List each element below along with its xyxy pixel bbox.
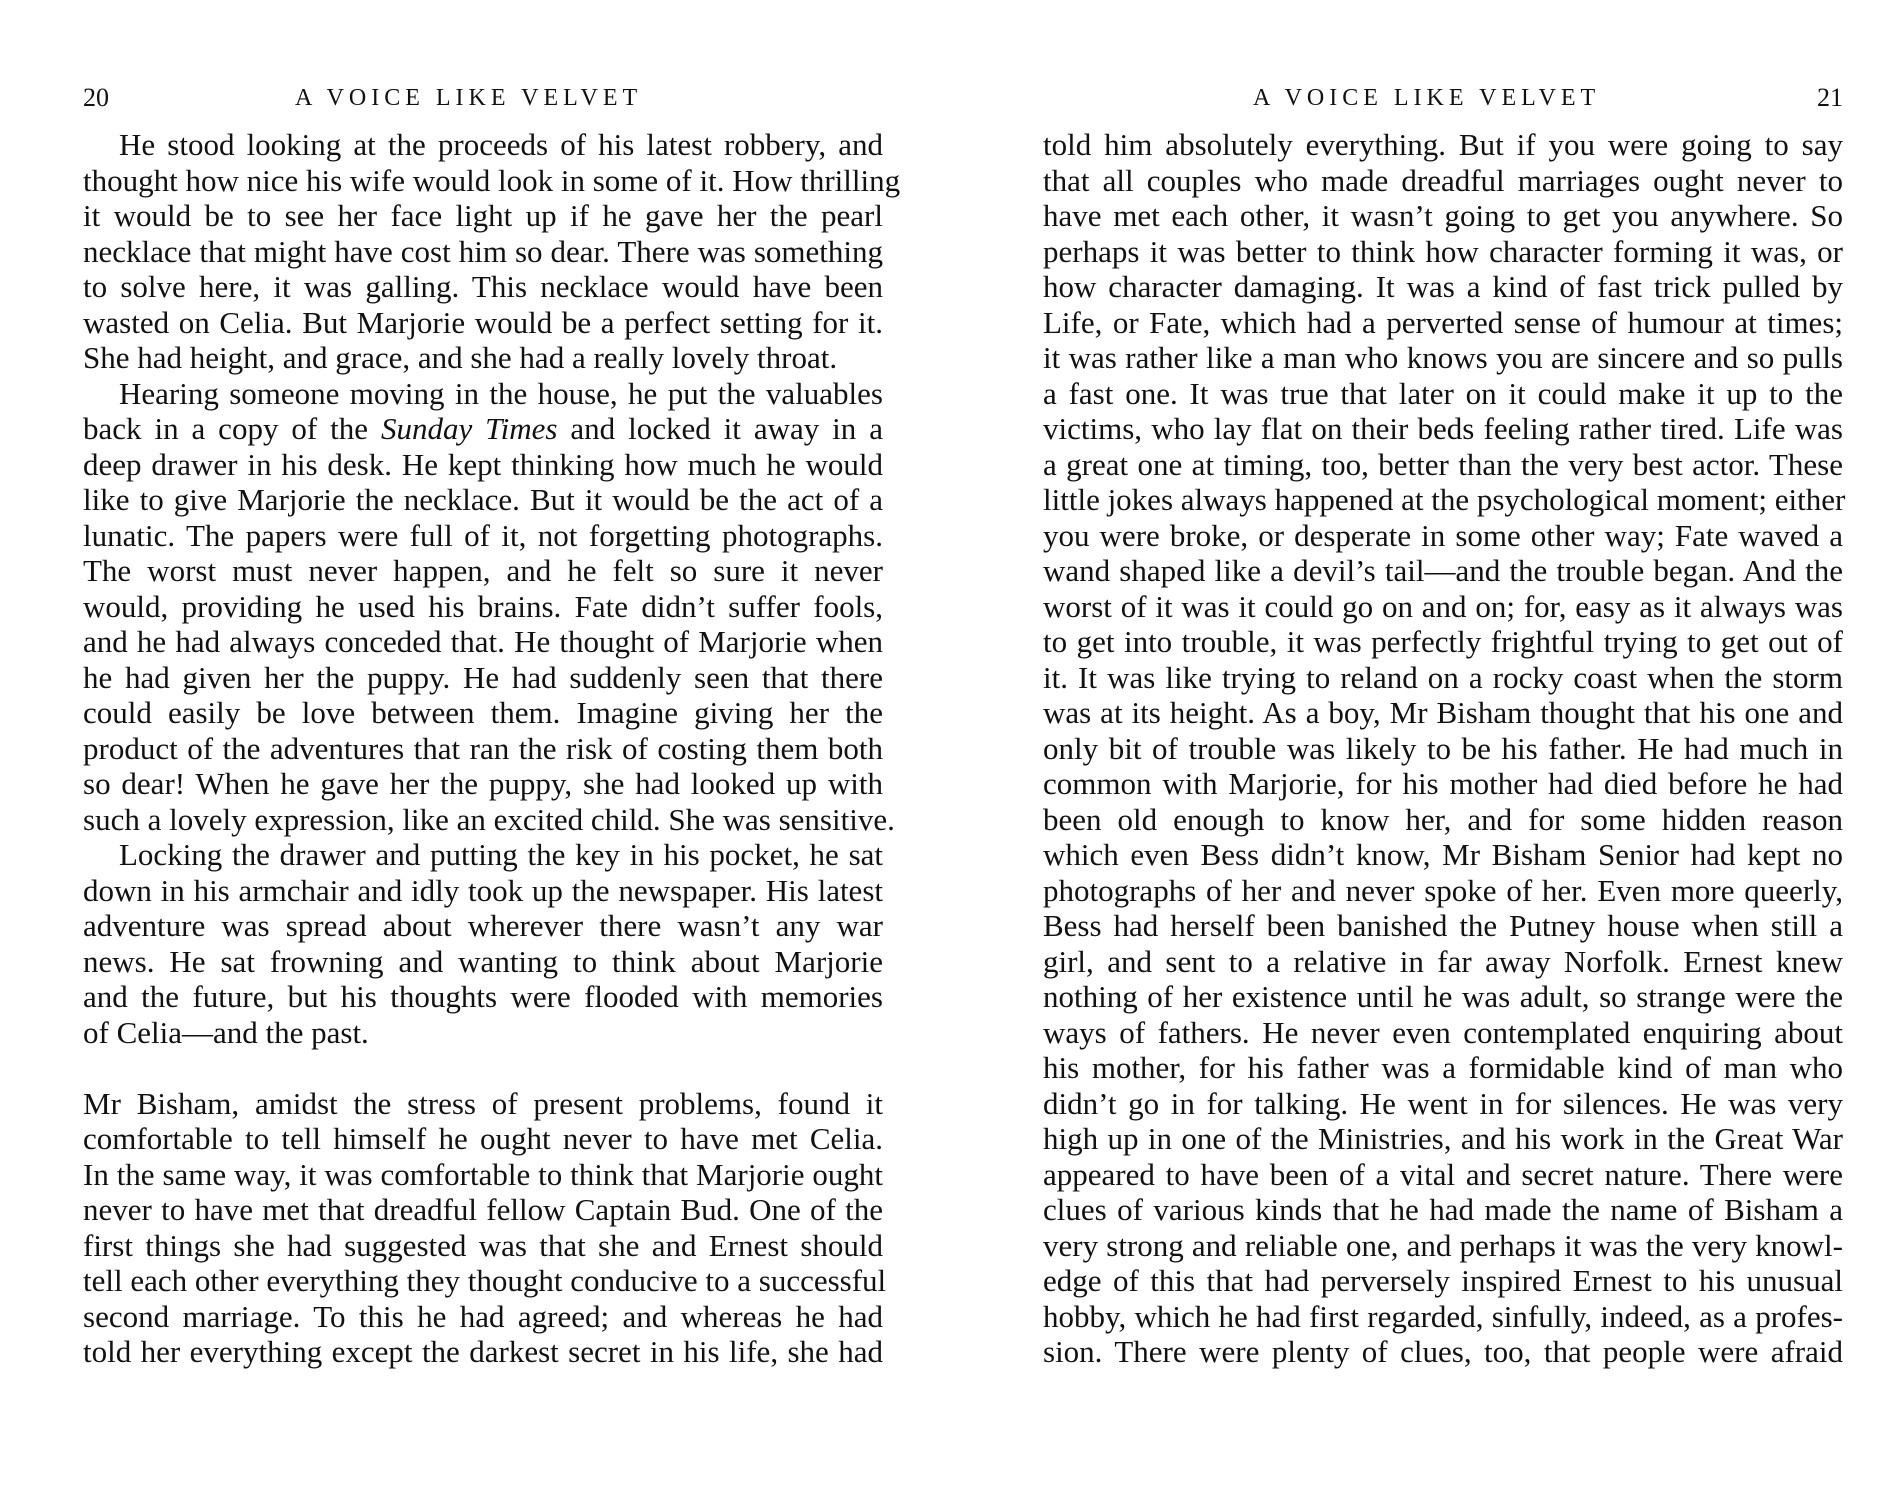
- text-line: hobby, which he had first regarded, sinfully, indeed, as a profes-: [1043, 1298, 1843, 1334]
- left-page: [83, 0, 901, 1510]
- text-line: it was rather like a man who knows you are sincere and so pulls: [1043, 340, 1843, 375]
- text-line: sion. There were plenty of clues, too, that people were afraid: [1043, 1334, 1843, 1369]
- text-line: He stood looking at the proceeds of his latest robbery, and: [119, 127, 883, 162]
- text-line: that all couples who made dreadful marriages ought never to: [1043, 162, 1843, 198]
- text-segment: and locked it away in a: [557, 411, 883, 446]
- text-line: adventure was spread about wherever there wasn’t any war: [83, 908, 883, 943]
- text-line: you were broke, or desperate in some other way; Fate waved a: [1043, 517, 1843, 553]
- text-segment: back in a copy of the: [83, 411, 381, 446]
- text-line: wand shaped like a devil’s tail—and the trouble began. And the: [1043, 553, 1843, 588]
- text-line: never to have met that dreadful fellow Captain Bud. One of the: [83, 1192, 883, 1227]
- text-line: news. He sat frowning and wanting to think about Marjorie: [83, 943, 883, 979]
- text-line: [83, 411, 883, 447]
- text-line: second marriage. To this he had agreed; and whereas he had: [83, 1298, 883, 1334]
- text-line: Life, or Fate, which had a perverted sense of humour at times;: [1043, 304, 1843, 340]
- page-number: 21: [1817, 83, 1843, 112]
- text-line: necklace that might have cost him so dear. There was something: [83, 233, 883, 269]
- text-line: his mother, for his father was a formidable kind of man who: [1043, 1050, 1843, 1085]
- text-line: wasted on Celia. But Marjorie would be a perfect setting for it.: [83, 304, 883, 340]
- text-line: only bit of trouble was likely to be his father. He had much in: [1043, 730, 1843, 766]
- right-page: [1043, 0, 1846, 1510]
- text-line: he had given her the puppy. He had suddenly seen that there: [83, 659, 883, 695]
- text-line: high up in one of the Ministries, and his work in the Great War: [1043, 1121, 1843, 1156]
- text-line: She had height, and grace, and she had a really lovely throat.: [83, 340, 838, 375]
- text-line: victims, who lay flat on their beds feeling rather tired. Life was: [1043, 411, 1843, 446]
- text-line: Locking the drawer and putting the key in his pocket, he sat: [119, 837, 883, 872]
- text-line: deep drawer in his desk. He kept thinking how much he would: [83, 446, 883, 482]
- text-line: a great one at timing, too, better than the very best actor. These: [1043, 446, 1843, 482]
- text-line: The worst must never happen, and he felt so sure it never: [83, 553, 883, 588]
- text-line: told her everything except the darkest secret in his life, she had: [83, 1334, 883, 1369]
- text-line: nothing of her existence until he was adult, so strange were the: [1043, 979, 1843, 1014]
- text-line: didn’t go in for talking. He went in for silences. He was very: [1043, 1085, 1843, 1121]
- text-line: have met each other, it wasn’t going to get you anywhere. So: [1043, 198, 1843, 233]
- text-line: and the future, but his thoughts were flooded with memories: [83, 979, 883, 1014]
- text-line: clues of various kinds that he had made the name of Bisham a: [1043, 1192, 1843, 1227]
- text-line: ways of fathers. He never even contemplated enquiring about: [1043, 1014, 1843, 1050]
- right-page-body-text: [1043, 127, 1846, 1370]
- text-line: been old enough to know her, and for some hidden reason: [1043, 801, 1843, 837]
- section-break: [83, 1050, 883, 1086]
- text-line: it would be to see her face light up if he gave her the pearl: [83, 198, 883, 233]
- left-page-body-text: [83, 127, 901, 1370]
- text-line: so dear! When he gave her the puppy, she had looked up with: [83, 766, 883, 801]
- text-line: which even Bess didn’t know, Mr Bisham Senior had kept no: [1043, 837, 1843, 872]
- text-line: first things she had suggested was that she and Ernest should: [83, 1227, 883, 1263]
- text-line: common with Marjorie, for his mother had died before he had: [1043, 766, 1843, 801]
- text-line: Hearing someone moving in the house, he put the valuables: [119, 375, 883, 411]
- text-line: worst of it was it could go on and on; for, easy as it always was: [1043, 588, 1843, 624]
- text-line: In the same way, it was comfortable to think that Marjorie ought: [83, 1156, 883, 1192]
- text-line: would, providing he used his brains. Fate didn’t suffer fools,: [83, 588, 883, 624]
- right-running-head: [1043, 80, 1843, 116]
- text-line: edge of this that had perversely inspired Ernest to his unusual: [1043, 1263, 1843, 1298]
- text-line: it. It was like trying to reland on a rocky coast when the storm: [1043, 659, 1843, 695]
- text-line: photographs of her and never spoke of her. Even more queerly,: [1043, 872, 1843, 908]
- text-line: comfortable to tell himself he ought never to have met Celia.: [83, 1121, 883, 1156]
- text-line: little jokes always happened at the psychological moment; either: [1043, 482, 1846, 517]
- page-number: 20: [83, 83, 109, 112]
- text-line: told him absolutely everything. But if you were going to say: [1043, 127, 1843, 162]
- left-running-head: [83, 80, 883, 116]
- text-line: to get into trouble, it was perfectly frightful trying to get out of: [1043, 624, 1843, 659]
- text-line: product of the adventures that ran the risk of costing them both: [83, 730, 883, 766]
- book-title-header: A VOICE LIKE VELVET: [295, 85, 643, 111]
- text-line: such a lovely expression, like an excited child. She was sensitive.: [83, 801, 895, 837]
- text-line: tell each other everything they thought conducive to a successful: [83, 1263, 887, 1298]
- text-line: how character damaging. It was a kind of fast trick pulled by: [1043, 269, 1843, 304]
- text-line: was at its height. As a boy, Mr Bisham thought that his one and: [1043, 695, 1843, 730]
- text-line: Mr Bisham, amidst the stress of present problems, found it: [83, 1085, 883, 1121]
- text-line: to solve here, it was galling. This necklace would have been: [83, 269, 883, 304]
- text-line: of Celia—and the past.: [83, 1014, 369, 1050]
- text-line: a fast one. It was true that later on it could make it up to the: [1043, 375, 1843, 411]
- text-line: like to give Marjorie the necklace. But it would be the act of a: [83, 482, 883, 517]
- book-title-header: A VOICE LIKE VELVET: [1253, 85, 1601, 111]
- text-line: thought how nice his wife would look in some of it. How thrilling: [83, 162, 901, 198]
- text-line: and he had always conceded that. He thought of Marjorie when: [83, 624, 883, 659]
- text-line: lunatic. The papers were full of it, not forgetting photographs.: [83, 517, 883, 553]
- text-line: could easily be love between them. Imagine giving her the: [83, 695, 883, 730]
- text-line: down in his armchair and idly took up the newspaper. His latest: [83, 872, 883, 908]
- text-line: perhaps it was better to think how character forming it was, or: [1043, 233, 1843, 269]
- text-line: Bess had herself been banished the Putney house when still a: [1043, 908, 1843, 943]
- italic-title: Sunday Times: [380, 411, 558, 446]
- text-line: girl, and sent to a relative in far away Norfolk. Ernest knew: [1043, 943, 1843, 979]
- text-line: very strong and reliable one, and perhaps it was the very knowl-: [1043, 1227, 1843, 1263]
- text-line: appeared to have been of a vital and secret nature. There were: [1043, 1156, 1843, 1192]
